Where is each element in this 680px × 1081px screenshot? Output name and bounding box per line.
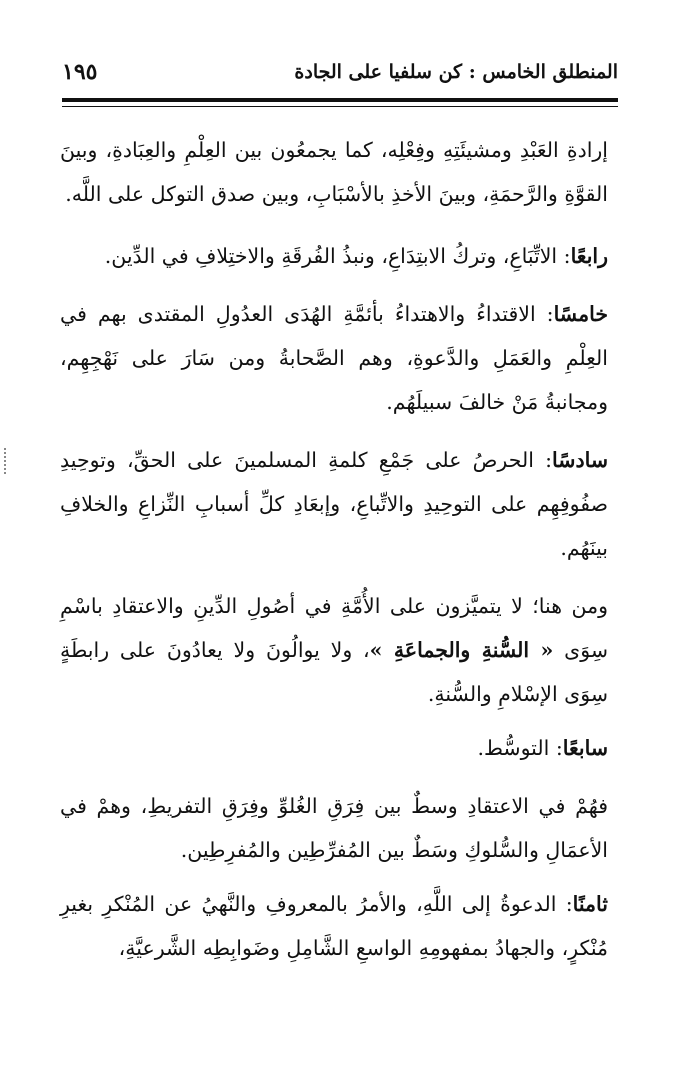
- list-item-fourth: [60, 234, 608, 278]
- header-rule-thick: [62, 98, 618, 102]
- list-item-fifth: [60, 292, 608, 424]
- body-text: [60, 128, 608, 984]
- item-text: : الحرصُ على جَمْعِ كلمةِ المسلمينَ على الحقِّ، وتوحِيدِ صفُوفِهِم على التوحِيدِ والاتِّباعِ، وإبعَادِ كلِّ أسبابِ النِّزاعِ والخلافِ بينَهُم.: [60, 448, 608, 560]
- item-text: : الدعوةُ إلى اللَّهِ، والأمرُ بالمعروفِ والنَّهيُ عن المُنْكرِ بغيرِ مُنْكرٍ، والجهادُ بمفهومِهِ الواسعِ الشَّامِلِ وضَوابِطِه الشَّرعيَّةِ،: [60, 892, 608, 960]
- list-item-seventh: [60, 726, 608, 770]
- item-text: : الاقتداءُ والاهتداءُ بأئمَّةِ الهُدَى العدُولِ المقتدى بهم في العِلْمِ والعَمَلِ والدَّعوةِ، وهم الصَّحابةُ ومن سَارَ على نَهْجِهِم، ومجانبةُ مَنْ خالفَ سبيلَهُم.: [60, 302, 608, 414]
- paragraph-text: ، ولا يوالُونَ ولا يعادُونَ على رابطَةٍ سِوَى الإسْلامِ والسُّنةِ.: [60, 638, 608, 706]
- paragraph-moderation: فهُمْ في الاعتقادِ وسطٌ بين فِرَقِ الغُلوِّ وفِرَقِ التفريطِ، وهمْ في الأعمَالِ والسُّلوكِ وسَطٌ بين المُفرِّطِين والمُفرِطِين.: [60, 794, 608, 862]
- item-label: خامسًا: [553, 302, 608, 326]
- bold-phrase: « السُّنةِ والجماعَةِ »: [369, 638, 554, 662]
- page-number: ١٩٥: [62, 59, 98, 85]
- scan-edge-mark: [4, 448, 8, 474]
- paragraph-sunnah: [60, 584, 608, 716]
- item-label: رابعًا: [570, 244, 608, 268]
- running-head: المنطلق الخامس : كن سلفيا على الجادة: [294, 61, 618, 83]
- paragraph-text: ومن هنا؛ لا يتميَّزون على الأُمَّةِ في أصُولِ الدِّينِ والاعتقادِ باسْمِ سِوَى: [60, 594, 608, 662]
- page-header: [62, 52, 618, 92]
- item-text: : التوسُّط.: [477, 736, 563, 760]
- item-label: سادسًا: [552, 448, 608, 472]
- item-label: ثامنًا: [572, 892, 608, 916]
- paragraph-continuation: إرادةِ العَبْدِ ومشيئَتِهِ وفِعْلِه، كما يجمعُون بين العِلْمِ والعِبَادةِ، وبينَ القوَّةِ والرَّحمَةِ، وبينَ الأخذِ بالأسْبَابِ، وبين صدق التوكل على اللَّه.: [60, 138, 608, 206]
- item-label: سابعًا: [562, 736, 608, 760]
- header-rule-thin: [62, 106, 618, 107]
- item-text: : الاتِّبَاعِ، وتركُ الابتِدَاعِ، ونبذُ الفُرقَةِ والاختِلافِ في الدِّين.: [104, 244, 571, 268]
- list-item-sixth: [60, 438, 608, 570]
- list-item-eighth: [60, 882, 608, 970]
